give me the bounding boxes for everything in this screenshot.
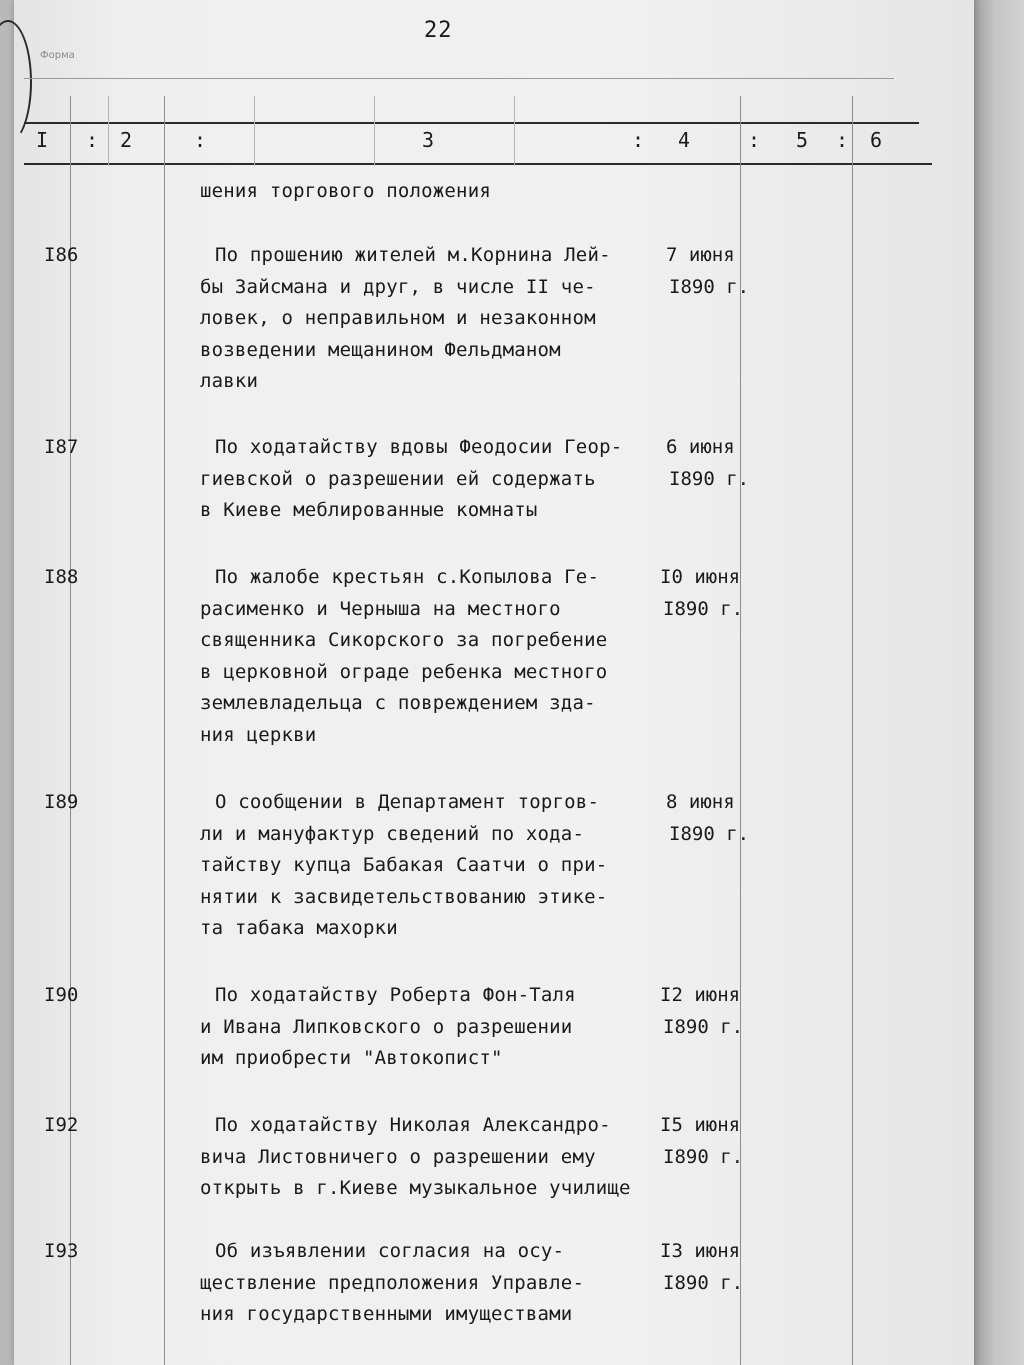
entry-date (660, 980, 743, 1043)
entry-number: I89 (44, 791, 79, 813)
text-line: По ходатайству Роберта Фон-Таля (215, 984, 576, 1006)
entry-date (666, 432, 749, 495)
entry-text (200, 432, 670, 527)
text-line: ли и мануфактур сведений по хода- (200, 822, 585, 845)
entry-date (660, 1236, 743, 1299)
ghost-divider-b (254, 96, 255, 166)
text-line: тайству купца Бабакая Саатчи о при- (200, 854, 608, 876)
header-top-rule (24, 122, 919, 124)
text-line: им приобрести "Автокопист" (200, 1047, 503, 1069)
text-line: По прошению жителей м.Корнина Лей- (215, 244, 611, 266)
date-year: I890 г. (663, 1015, 744, 1038)
text-line: шения торгового положения (200, 180, 491, 202)
date-year: I890 г. (663, 1145, 744, 1168)
entry-date (660, 562, 743, 625)
text-line: О сообщении в Департамент торгов- (215, 791, 600, 813)
entry-text (200, 1110, 670, 1205)
column-number-2: 2 (120, 128, 133, 152)
header-bottom-rule (24, 163, 932, 165)
column-number-1: I (36, 128, 49, 152)
column-number-5: 5 (796, 128, 809, 152)
text-line: ния церкви (200, 723, 317, 746)
column-number-3: 3 (422, 128, 435, 152)
entry-text (200, 980, 670, 1075)
entry-number: I87 (44, 436, 79, 458)
text-line: бы Зайсмана и друг, в числе II че- (200, 275, 596, 298)
entry-number: I92 (44, 1114, 79, 1136)
column-separator: : (86, 128, 99, 152)
date-year: I890 г. (669, 822, 750, 845)
text-line: открыть в г.Киеве музыкальное училище (200, 1177, 631, 1199)
document-page (14, 0, 974, 1365)
text-line: расименко и Черныша на местного (200, 597, 561, 620)
entry-text (200, 562, 670, 751)
text-line: По ходатайству вдовы Феодосии Геор- (215, 436, 623, 458)
ghost-divider-c (374, 96, 375, 166)
date-day: I3 июня (660, 1240, 741, 1262)
date-day: 7 июня (666, 244, 735, 266)
adjacent-page-edge (974, 0, 1024, 1365)
date-year: I890 г. (669, 467, 750, 490)
entry-text (200, 1236, 670, 1331)
continuation-text (200, 176, 670, 208)
date-year: I890 г. (669, 275, 750, 298)
entry-date (660, 1110, 743, 1173)
date-day: I0 июня (660, 566, 741, 588)
column-separator: : (632, 128, 645, 152)
date-day: 6 июня (666, 436, 735, 458)
ghost-divider-a (108, 96, 109, 166)
text-line: землевладельца с повреждением зда- (200, 692, 596, 714)
text-line: По ходатайству Николая Александро- (215, 1114, 611, 1136)
column-number-6: 6 (870, 128, 883, 152)
text-line: священника Сикорского за погребение (200, 629, 608, 651)
text-line: и Ивана Липковского о разрешении (200, 1015, 573, 1038)
text-line: гиевской о разрешении ей содержать (200, 467, 596, 490)
ghost-divider-d (514, 96, 515, 166)
text-line: лавки (200, 370, 259, 392)
text-line: ловек, о неправильном и незаконном (200, 307, 596, 329)
text-line: нятии к засвидетельствованию этике- (200, 885, 608, 908)
date-day: 8 июня (666, 791, 735, 813)
entry-date (666, 787, 749, 850)
binding-curve (0, 20, 32, 144)
text-line: По жалобе крестьян с.Копылова Ге- (215, 566, 600, 588)
text-line: возведении мещанином Фельдманом (200, 338, 561, 361)
date-day: I5 июня (660, 1114, 741, 1136)
text-line: та табака махорки (200, 917, 398, 939)
column-separator: : (748, 128, 761, 152)
entry-number: I88 (44, 566, 79, 588)
column-divider-2 (164, 96, 165, 1365)
column-number-4: 4 (678, 128, 691, 152)
entry-number: I86 (44, 244, 79, 266)
text-line: ния государственными имуществами (200, 1303, 573, 1325)
text-line: ществление предположения Управле- (200, 1271, 585, 1294)
entry-number: I93 (44, 1240, 79, 1262)
column-divider-4 (852, 96, 853, 1365)
entry-text (200, 787, 670, 945)
text-line: в церковной ограде ребенка местного (200, 660, 608, 683)
ghost-form-label: Форма (40, 50, 75, 61)
page-number: 22 (424, 18, 453, 43)
ghost-header-rule (24, 78, 894, 79)
date-year: I890 г. (663, 1271, 744, 1294)
text-line: в Киеве меблированные комнаты (200, 499, 538, 521)
column-separator: : (836, 128, 849, 152)
entry-number: I90 (44, 984, 79, 1006)
column-separator: : (194, 128, 207, 152)
date-day: I2 июня (660, 984, 741, 1006)
date-year: I890 г. (663, 597, 744, 620)
entry-text (200, 240, 670, 398)
text-line: Об изъявлении согласия на осу- (215, 1240, 565, 1262)
column-divider-1 (70, 96, 71, 1365)
text-line: вича Листовничего о разрешении ему (200, 1145, 596, 1168)
entry-date (666, 240, 749, 303)
